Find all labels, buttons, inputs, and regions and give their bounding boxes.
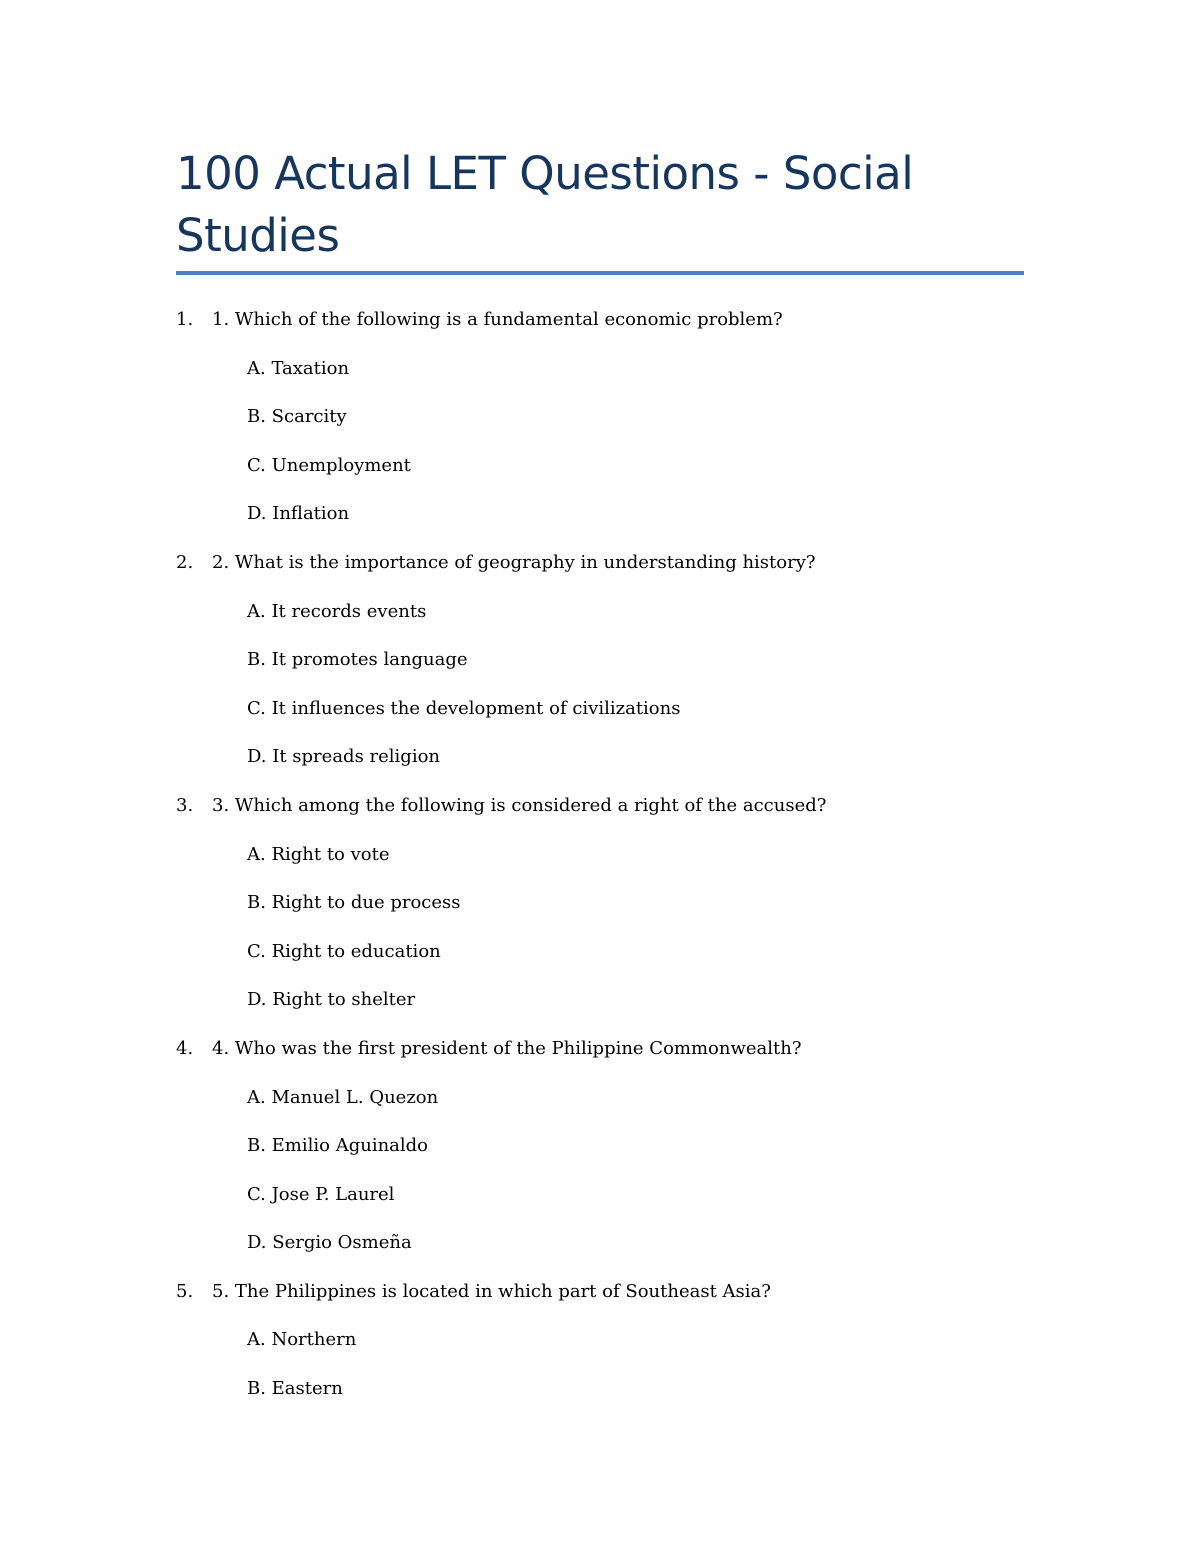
option-text: D. It spreads religion: [247, 746, 441, 768]
option-item: [0, 353, 1200, 402]
question-number: 3.: [176, 794, 194, 816]
option-text: D. Right to shelter: [247, 989, 416, 1011]
option-text: B. Emilio Aguinaldo: [247, 1135, 429, 1157]
option-text: A. Manuel L. Quezon: [247, 1086, 439, 1108]
option-item: [0, 644, 1200, 693]
option-item: [0, 1130, 1200, 1179]
question-text: 4. Who was the first president of the Philippine Commonwealth?: [212, 1037, 802, 1059]
option-item: [0, 1082, 1200, 1131]
option-item: [0, 839, 1200, 888]
option-list: [0, 1324, 1200, 1421]
option-item: [0, 1324, 1200, 1373]
option-text: D. Inflation: [247, 503, 350, 525]
option-text: B. Eastern: [247, 1378, 343, 1400]
option-text: C. It influences the development of civilizations: [247, 697, 681, 719]
option-list: [0, 596, 1200, 790]
option-text: A. Taxation: [247, 357, 350, 379]
option-text: B. Right to due process: [247, 892, 461, 914]
option-item: [0, 741, 1200, 790]
option-text: A. Right to vote: [247, 843, 390, 865]
option-item: [0, 887, 1200, 936]
question-number: 1.: [176, 309, 194, 330]
option-text: B. It promotes language: [247, 649, 468, 671]
option-item: [0, 596, 1200, 645]
question-item: [0, 790, 1200, 1033]
option-item: [0, 936, 1200, 985]
question-item: [0, 304, 1200, 547]
question-number: 4.: [176, 1037, 194, 1059]
option-item: [0, 693, 1200, 742]
option-item: [0, 1179, 1200, 1228]
question-row: [0, 547, 1200, 596]
option-text: D. Sergio Osmeña: [247, 1232, 412, 1254]
document-title: 100 Actual LET Questions - Social Studies: [176, 147, 914, 262]
question-number: 5.: [176, 1280, 194, 1302]
option-item: [0, 1227, 1200, 1276]
option-list: [0, 353, 1200, 547]
option-text: B. Scarcity: [247, 406, 347, 428]
question-row: [0, 304, 1200, 353]
option-item: [0, 1373, 1200, 1422]
option-item: [0, 401, 1200, 450]
question-row: [0, 790, 1200, 839]
question-item: [0, 1276, 1200, 1422]
option-text: C. Jose P. Laurel: [247, 1183, 395, 1205]
question-number: 2.: [176, 551, 194, 573]
option-item: [0, 984, 1200, 1033]
question-item: [0, 1033, 1200, 1276]
option-text: A. It records events: [247, 600, 427, 622]
question-list: [0, 304, 1200, 1422]
question-text: 2. What is the importance of geography in understanding history?: [212, 551, 816, 573]
question-text: 5. The Philippines is located in which part of Southeast Asia?: [212, 1280, 771, 1302]
question-text: 3. Which among the following is considered a right of the accused?: [212, 794, 827, 816]
option-text: A. Northern: [247, 1329, 357, 1351]
option-list: [0, 839, 1200, 1033]
question-row: [0, 1033, 1200, 1082]
question-row: [0, 1276, 1200, 1325]
option-item: [0, 450, 1200, 499]
question-text: 1. Which of the following is a fundamental economic problem?: [212, 309, 783, 330]
option-text: C. Unemployment: [247, 454, 411, 476]
option-list: [0, 1082, 1200, 1276]
option-item: [0, 498, 1200, 547]
option-text: C. Right to education: [247, 940, 441, 962]
question-item: [0, 547, 1200, 790]
title-underline: [176, 271, 1024, 275]
